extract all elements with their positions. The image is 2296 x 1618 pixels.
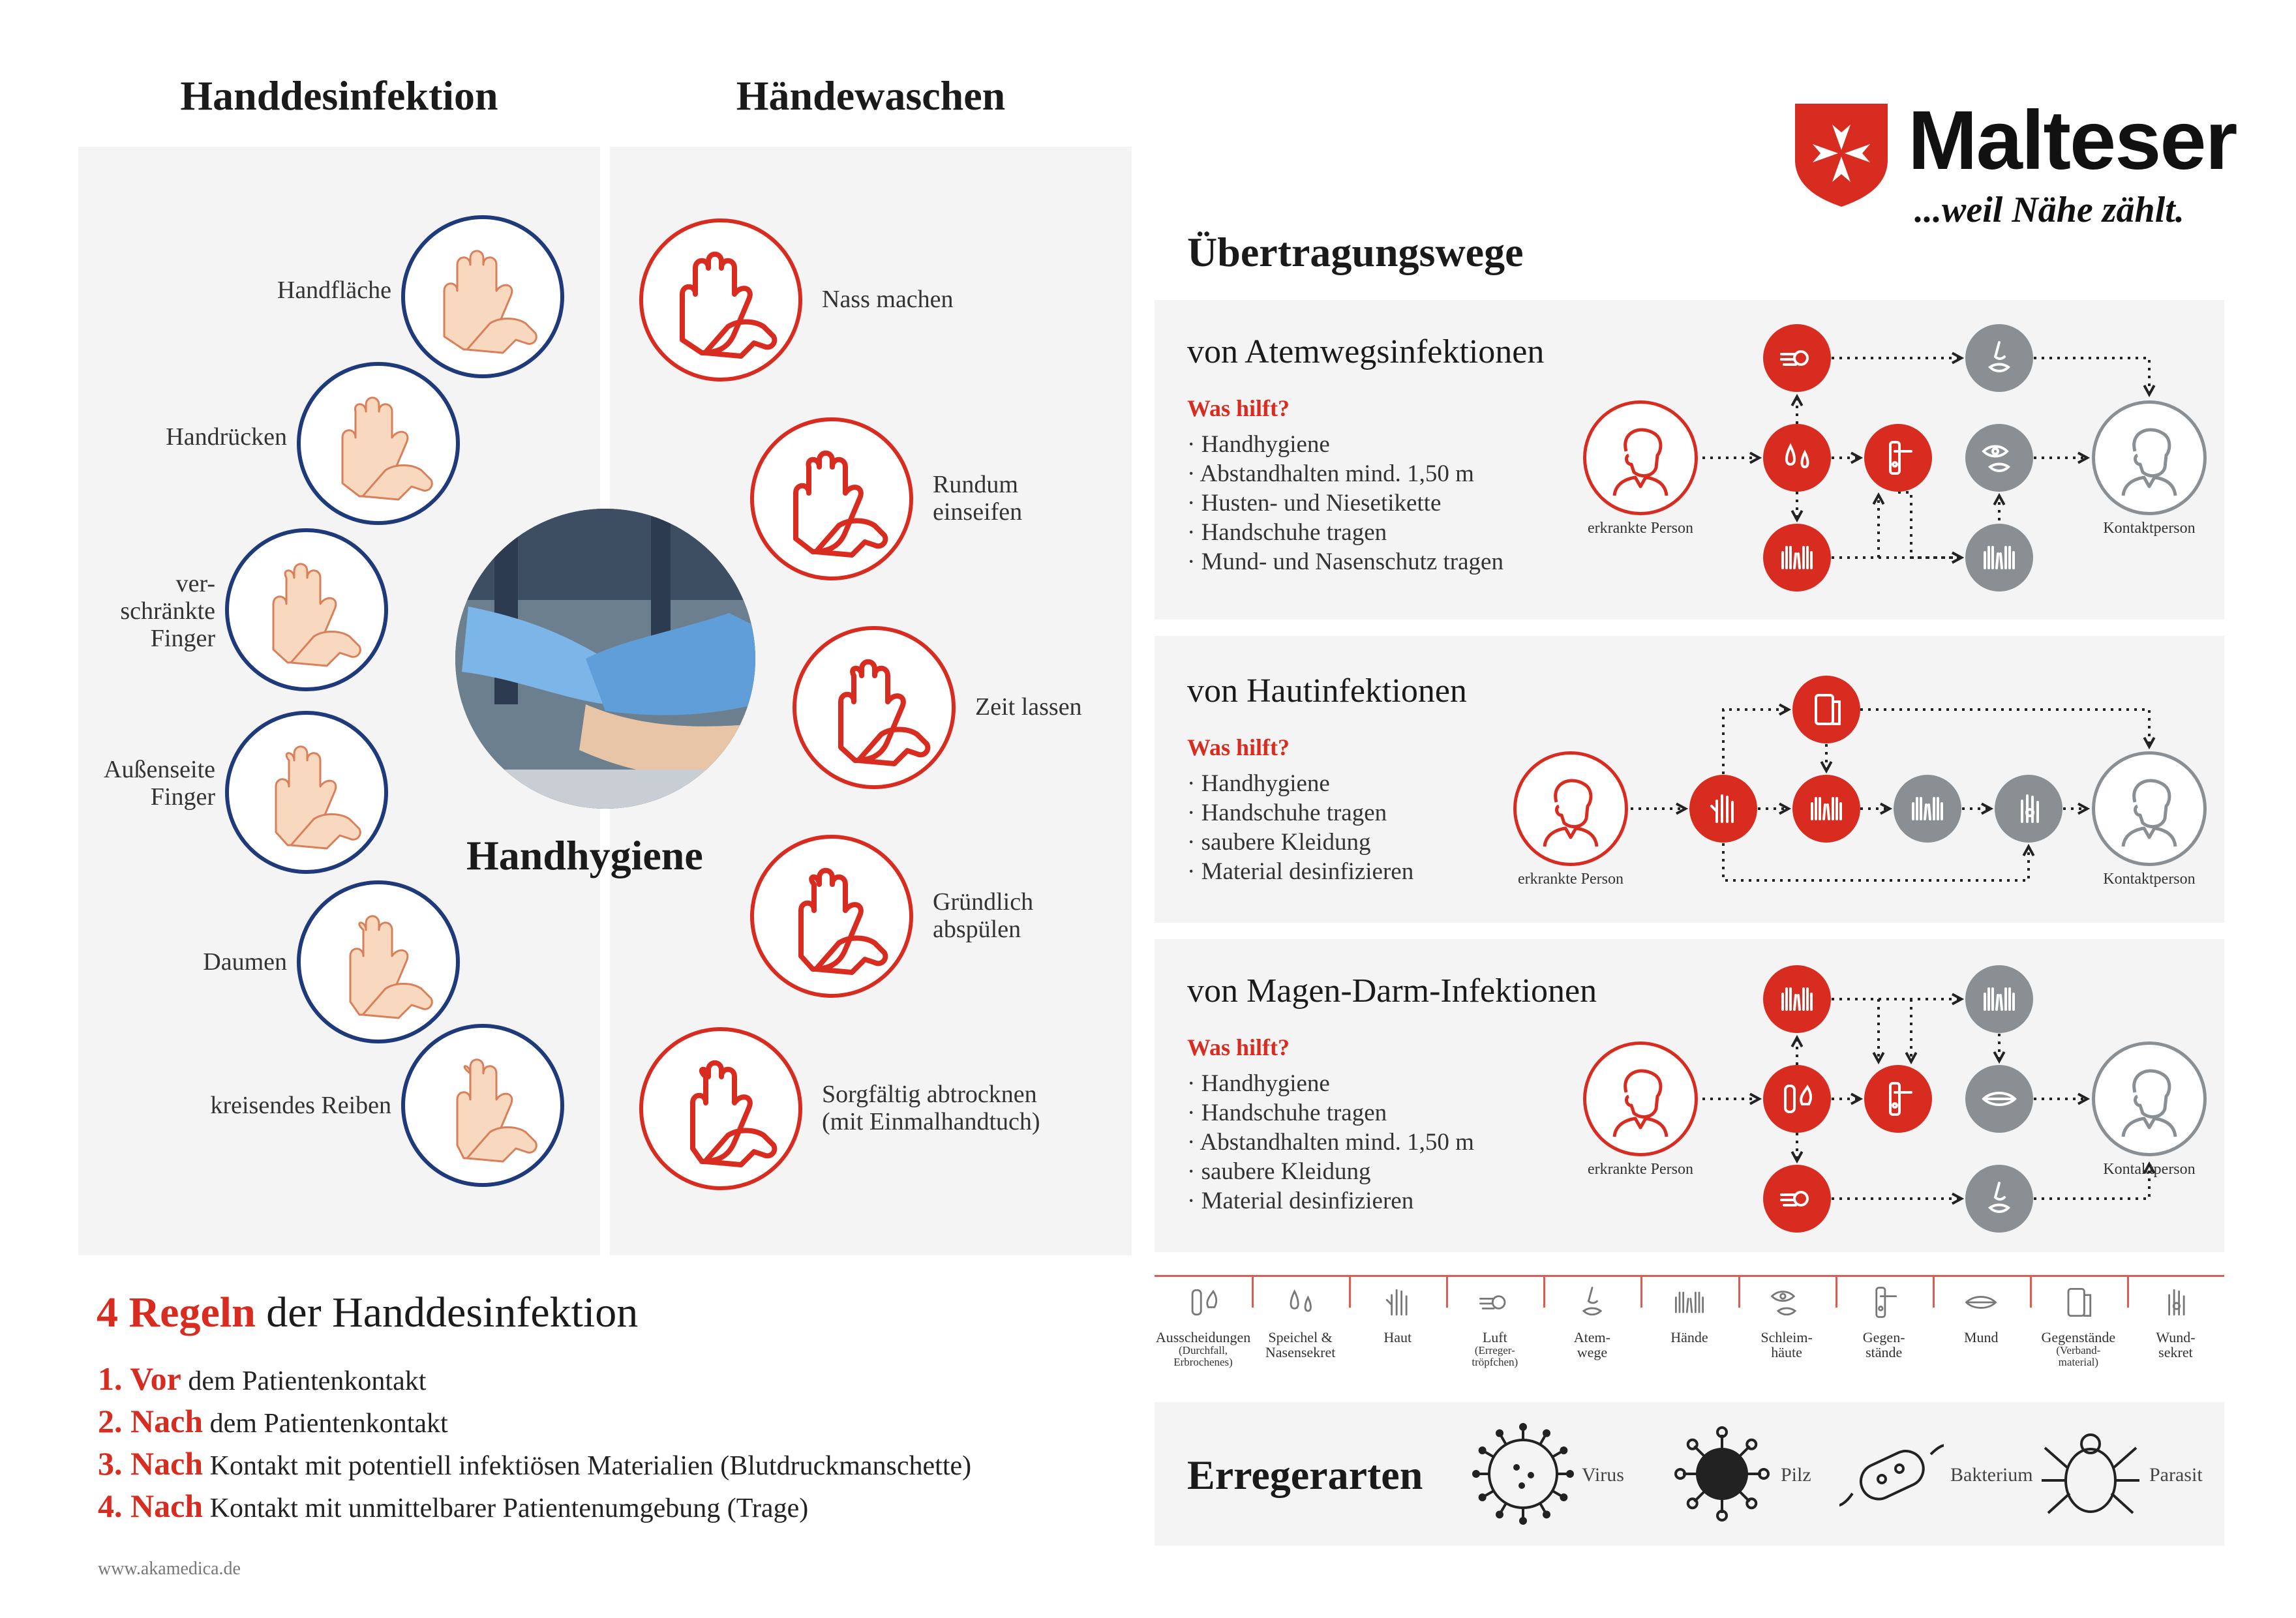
waschen-step-label: Rundum einseifen	[933, 471, 1023, 526]
waschen-step-label: Gründlich abspülen	[933, 888, 1034, 943]
wound-icon	[2127, 1275, 2224, 1330]
contact-person-label: Kontaktperson	[2103, 520, 2196, 537]
help-label: Was hilft?	[1187, 395, 1290, 421]
desinfektion-step-label: Handrücken	[166, 423, 287, 451]
dry-hands-icon	[639, 1027, 802, 1190]
brand-tagline: ...weil Nähe zählt.	[1914, 190, 2184, 230]
legend-item	[2030, 1275, 2127, 1386]
legend-item	[1738, 1275, 1835, 1386]
contact-person-icon	[2092, 400, 2207, 515]
erreger-title: Erregerarten	[1187, 1452, 1423, 1498]
sick-person-label: erkrankte Person	[1588, 1161, 1693, 1178]
rule-number: 2. Nach	[98, 1403, 204, 1439]
rule-text: dem Patientenkontakt	[181, 1366, 427, 1396]
excretion-icon	[1155, 1275, 1252, 1330]
excretion-node	[1763, 1065, 1831, 1133]
airways-node	[1965, 324, 2033, 392]
desinfektion-step-label: Daumen	[203, 948, 287, 976]
legend-label: Haut	[1383, 1329, 1412, 1345]
bandage-roll-node	[1792, 676, 1860, 743]
circular-rub-icon	[401, 1024, 564, 1187]
legend-label: Atem- wege	[1573, 1329, 1610, 1361]
legend-sublabel: (Verband- material)	[2056, 1344, 2101, 1368]
help-bullet: · Material desinfizieren	[1187, 858, 1414, 885]
legend-label: Ausscheidungen	[1155, 1329, 1251, 1345]
contact-person-icon	[2092, 1041, 2207, 1156]
legend-item	[1933, 1275, 2030, 1386]
hands-node	[1965, 965, 2033, 1033]
bandage-roll-icon	[2030, 1275, 2127, 1330]
legend-label: Gegenstände	[2041, 1329, 2116, 1345]
desinfektion-step-label: kreisendes Reiben	[210, 1092, 391, 1119]
footer-url: www.akamedica.de	[98, 1559, 241, 1579]
waschen-title: Händewaschen	[736, 72, 1006, 119]
rule-item	[98, 1487, 808, 1525]
help-bullet: · Mund- und Nasenschutz tragen	[1187, 548, 1503, 575]
air-droplets-node	[1763, 1165, 1831, 1233]
waschen-step-label: Sorgfältig abtrocknen (mit Einmalhandtuch)	[822, 1081, 1040, 1135]
rule-text: Kontakt mit potentiell infektiösen Materialien (Blutdruckmanschette)	[203, 1451, 972, 1481]
help-bullet: · Material desinfizieren	[1187, 1188, 1414, 1214]
desinfektion-step-label: ver- schränkte Finger	[120, 570, 215, 652]
fungus-icon	[1670, 1422, 1774, 1526]
rule-item	[98, 1360, 426, 1398]
erreger-label: Parasit	[2149, 1464, 2203, 1486]
handhygiene-title: Handhygiene	[466, 832, 703, 878]
rule-text: dem Patientenkontakt	[203, 1409, 448, 1439]
sick-person-icon	[1513, 751, 1628, 866]
legend-item	[1835, 1275, 1933, 1386]
help-label: Was hilft?	[1187, 734, 1290, 760]
help-bullet: · saubere Kleidung	[1187, 829, 1371, 856]
door-handle-node	[1864, 424, 1932, 492]
palm-rub-icon	[401, 215, 564, 378]
rules-title	[97, 1288, 638, 1338]
virus-icon	[1471, 1422, 1575, 1526]
legend-item	[1349, 1275, 1446, 1386]
thumb-rub-icon	[297, 880, 460, 1043]
rule-number: 3. Nach	[98, 1445, 204, 1482]
erreger-label: Bakterium	[1950, 1464, 2033, 1486]
maltese-cross-shield-icon	[1792, 101, 1890, 209]
hands-node	[1792, 775, 1860, 843]
air-droplets-icon	[1446, 1275, 1543, 1330]
legend-item	[2127, 1275, 2224, 1386]
hands-icon	[1640, 1275, 1738, 1330]
legend-item	[1640, 1275, 1738, 1386]
routes-title: Übertragungswege	[1187, 229, 1524, 275]
help-bullet: · Abstandhalten mind. 1,50 m	[1187, 460, 1474, 487]
wet-hands-icon	[639, 218, 802, 382]
contact-person-label: Kontaktperson	[2103, 871, 2196, 888]
mucous-membrane-node	[1965, 424, 2033, 492]
desinfektion-step-label: Handfläche	[277, 277, 391, 304]
help-bullet: · Handhygiene	[1187, 431, 1330, 458]
rules-title-highlight: 4 Regeln	[97, 1289, 256, 1336]
hands-node	[1763, 524, 1831, 592]
route-section-title: von Hautinfektionen	[1187, 672, 1467, 710]
rule-number: 4. Nach	[98, 1488, 204, 1524]
door-handle-icon	[1835, 1275, 1933, 1330]
erreger-label: Pilz	[1781, 1464, 1811, 1486]
sick-person-icon	[1583, 400, 1698, 515]
legend-item	[1543, 1275, 1640, 1386]
bacterium-icon	[1839, 1422, 1944, 1526]
soap-hands-icon	[750, 417, 913, 580]
legend-label: Luft	[1482, 1329, 1507, 1345]
help-bullet: · Handschuhe tragen	[1187, 519, 1387, 546]
interlaced-fingers-icon	[225, 528, 388, 691]
help-bullet: · Handschuhe tragen	[1187, 1100, 1387, 1126]
rule-text: Kontakt mit unmittelbarer Patientenumgebung (Trage)	[203, 1493, 809, 1523]
hands-node	[1763, 965, 1831, 1033]
help-bullet: · saubere Kleidung	[1187, 1158, 1371, 1185]
droplets-node	[1763, 424, 1831, 492]
mucous-membrane-icon	[1738, 1275, 1835, 1330]
legend-label: Mund	[1963, 1329, 1999, 1345]
legend-sublabel: (Erreger- tröpfchen)	[1472, 1344, 1518, 1368]
contact-person-label: Kontaktperson	[2103, 1161, 2196, 1178]
help-bullet: · Handschuhe tragen	[1187, 800, 1387, 826]
rinse-hands-icon	[750, 835, 913, 998]
mouth-icon	[1933, 1275, 2030, 1330]
outer-fingers-icon	[225, 711, 388, 874]
rules-title-rest: der Handdesinfektion	[255, 1289, 639, 1336]
legend-label: Schleim- häute	[1760, 1329, 1813, 1361]
waschen-step-label: Zeit lassen	[975, 693, 1082, 721]
door-handle-node	[1864, 1065, 1932, 1133]
airways-icon	[1543, 1275, 1640, 1330]
sick-person-label: erkrankte Person	[1518, 871, 1624, 888]
rule-number: 1. Vor	[98, 1360, 181, 1397]
hands-node	[1894, 775, 1961, 843]
legend-label: Hände	[1670, 1329, 1708, 1345]
sick-person-label: erkrankte Person	[1588, 520, 1693, 537]
rule-item	[98, 1445, 971, 1482]
legend-item	[1252, 1275, 1349, 1386]
rule-item	[98, 1402, 448, 1440]
route-section-title: von Magen-Darm-Infektionen	[1187, 972, 1597, 1010]
help-bullet: · Abstandhalten mind. 1,50 m	[1187, 1129, 1474, 1156]
help-label: Was hilft?	[1187, 1034, 1290, 1060]
route-section-title: von Atemwegsinfektionen	[1187, 333, 1545, 370]
wound-node	[1995, 775, 2062, 843]
skin-node	[1689, 775, 1757, 843]
gloves-photo	[455, 509, 755, 809]
sick-person-icon	[1583, 1041, 1698, 1156]
airways-node	[1965, 1165, 2033, 1233]
timer-hands-icon	[793, 626, 956, 789]
skin-hand-icon	[1349, 1275, 1446, 1330]
help-bullet: · Handhygiene	[1187, 770, 1330, 797]
legend-label: Wund- sekret	[2156, 1329, 2196, 1361]
help-bullet: · Handhygiene	[1187, 1070, 1330, 1097]
desinfektion-title: Handdesinfektion	[180, 72, 498, 119]
erreger-label: Virus	[1582, 1464, 1624, 1486]
desinfektion-step-label: Außenseite Finger	[104, 756, 215, 811]
waschen-step-label: Nass machen	[822, 286, 954, 313]
help-bullet: · Husten- und Niesetikette	[1187, 490, 1442, 517]
legend-item	[1446, 1275, 1543, 1386]
mouth-node	[1965, 1065, 2033, 1133]
legend-sublabel: (Durchfall, Erbrochenes)	[1173, 1344, 1233, 1368]
hands-node	[1965, 524, 2033, 592]
legend-item	[1155, 1275, 1252, 1386]
back-of-hand-icon	[297, 362, 460, 525]
contact-person-icon	[2092, 751, 2207, 866]
brand-name: Malteser	[1908, 94, 2237, 187]
droplets-icon	[1252, 1275, 1349, 1330]
air-droplets-node	[1763, 324, 1831, 392]
parasite-icon	[2038, 1422, 2143, 1526]
legend-label: Gegen- stände	[1862, 1329, 1905, 1361]
legend-label: Speichel & Nasensekret	[1265, 1329, 1336, 1361]
